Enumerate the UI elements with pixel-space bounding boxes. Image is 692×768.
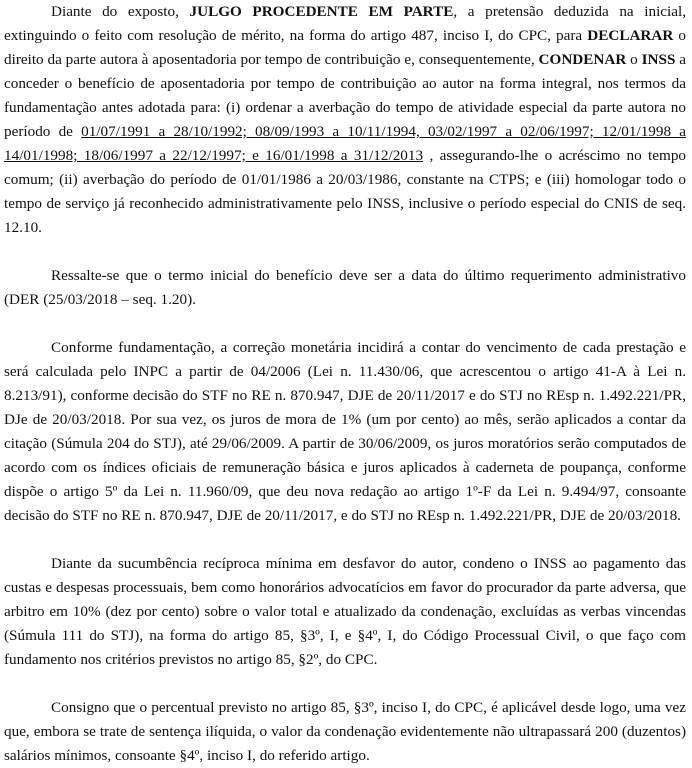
after-declarar-text: o direito da parte autora à aposentadoria por tempo de contribuição e, consequentemente,	[4, 27, 687, 68]
julgo-procedente-text: JULGO PROCEDENTE EM PARTE	[189, 3, 454, 20]
after-condenar-text: o	[626, 51, 642, 68]
declarar-text: DECLARAR	[587, 27, 674, 44]
paragraph-percentual: Consigno que o percentual previsto no artigo 85, §3º, inciso I, do CPC, é aplicável desde logo, uma vez que, embora se trate de sentença ilíquida, o valor da condenação evidentemente não ultrapassará 200 (duzentos) salários mínimos, consoante §4º, inciso I, do referido artigo.	[4, 699, 686, 764]
paragraph-dispositivo	[4, 0, 686, 240]
after-julgo-text: , a pretensão deduzida na inicial, extinguindo o feito com resolução de mérito, na forma do artigo 487, inciso I, do CPC, para	[4, 3, 687, 44]
paragraph-termo-inicial: Ressalte-se que o termo inicial do benefício deve ser a data do último requerimento administrativo (DER (25/03/2018 – seq. 1.20).	[4, 267, 686, 308]
condenar-text: CONDENAR	[538, 51, 627, 68]
paragraph-correcao-monetaria: Conforme fundamentação, a correção monetária incidirá a contar do vencimento de cada prestação e será calculada pelo INPC a partir de 04/2006 (Lei n. 11.430/06, que acrescentou o artigo 41-A à Lei n. 8.213/91), conforme decisão do STF no RE n. 870.947, DJE de 20/11/2017 e do STJ no REsp n. 1.492.221/PR, DJe de 20/03/2018. Por sua vez, os juros de mora de 1% (um por cento) ao mês, serão aplicados a contar da citação (Súmula 204 do STJ), até 29/06/2009. A partir de 30/06/2009, os juros moratórios serão computados de acordo com os índices oficiais de remuneração básica e juros aplicados à caderneta de poupança, conforme dispõe o artigo 5º da Lei n. 11.960/09, que deu nova redação ao artigo 1º-F da Lei n. 9.494/97, consoante decisão do STF no RE n. 870.947, DJE de 20/11/2017, e do STJ no REsp n. 1.492.221/PR, DJE de 20/03/2018.	[4, 339, 686, 524]
intro-text: Diante do exposto,	[51, 3, 190, 20]
paragraph-sucumbencia: Diante da sucumbência recíproca mínima em desfavor do autor, condeno o INSS ao pagamento das custas e despesas processuais, bem como honorários advocatícios em favor do procurador da parte adversa, que arbitro em 10% (dez por cento) sobre o valor total e atualizado da condenação, excluídas as verbas vincendas (Súmula 111 do STJ), na forma do artigo 85, §3º, I, e §4º, I, do Código Processual Civil, o que faço com fundamento nos critérios previstos no artigo 85, §2º, do CPC.	[4, 555, 686, 668]
after-inss-text: a conceder o benefício de aposentadoria por tempo de contribuição ao autor na forma integral, nos termos da fundamentação antes adotada para: (i) ordenar a averbação do tempo de atividade especial da parte autora no período de	[4, 51, 686, 140]
special-periods-text: 01/07/1991 a 28/10/1992; 08/09/1993 a 10/11/1994, 03/02/1997 a 02/06/1997; 12/01/1998 a 14/01/1998; 18/06/1997 a 22/12/1997; e 16/01/1998 a 31/12/2013	[4, 123, 686, 164]
inss-text: INSS	[641, 51, 676, 68]
after-periods-text: , assegurando-lhe o acréscimo no tempo comum; (ii) averbação do período de 01/01/1986 a 20/03/1986, constante na CTPS; e (iii) homologar todo o tempo de serviço já reconhecido administrativamente pelo INSS, inclusive o período especial do CNIS de seq. 12.10.	[4, 147, 687, 236]
